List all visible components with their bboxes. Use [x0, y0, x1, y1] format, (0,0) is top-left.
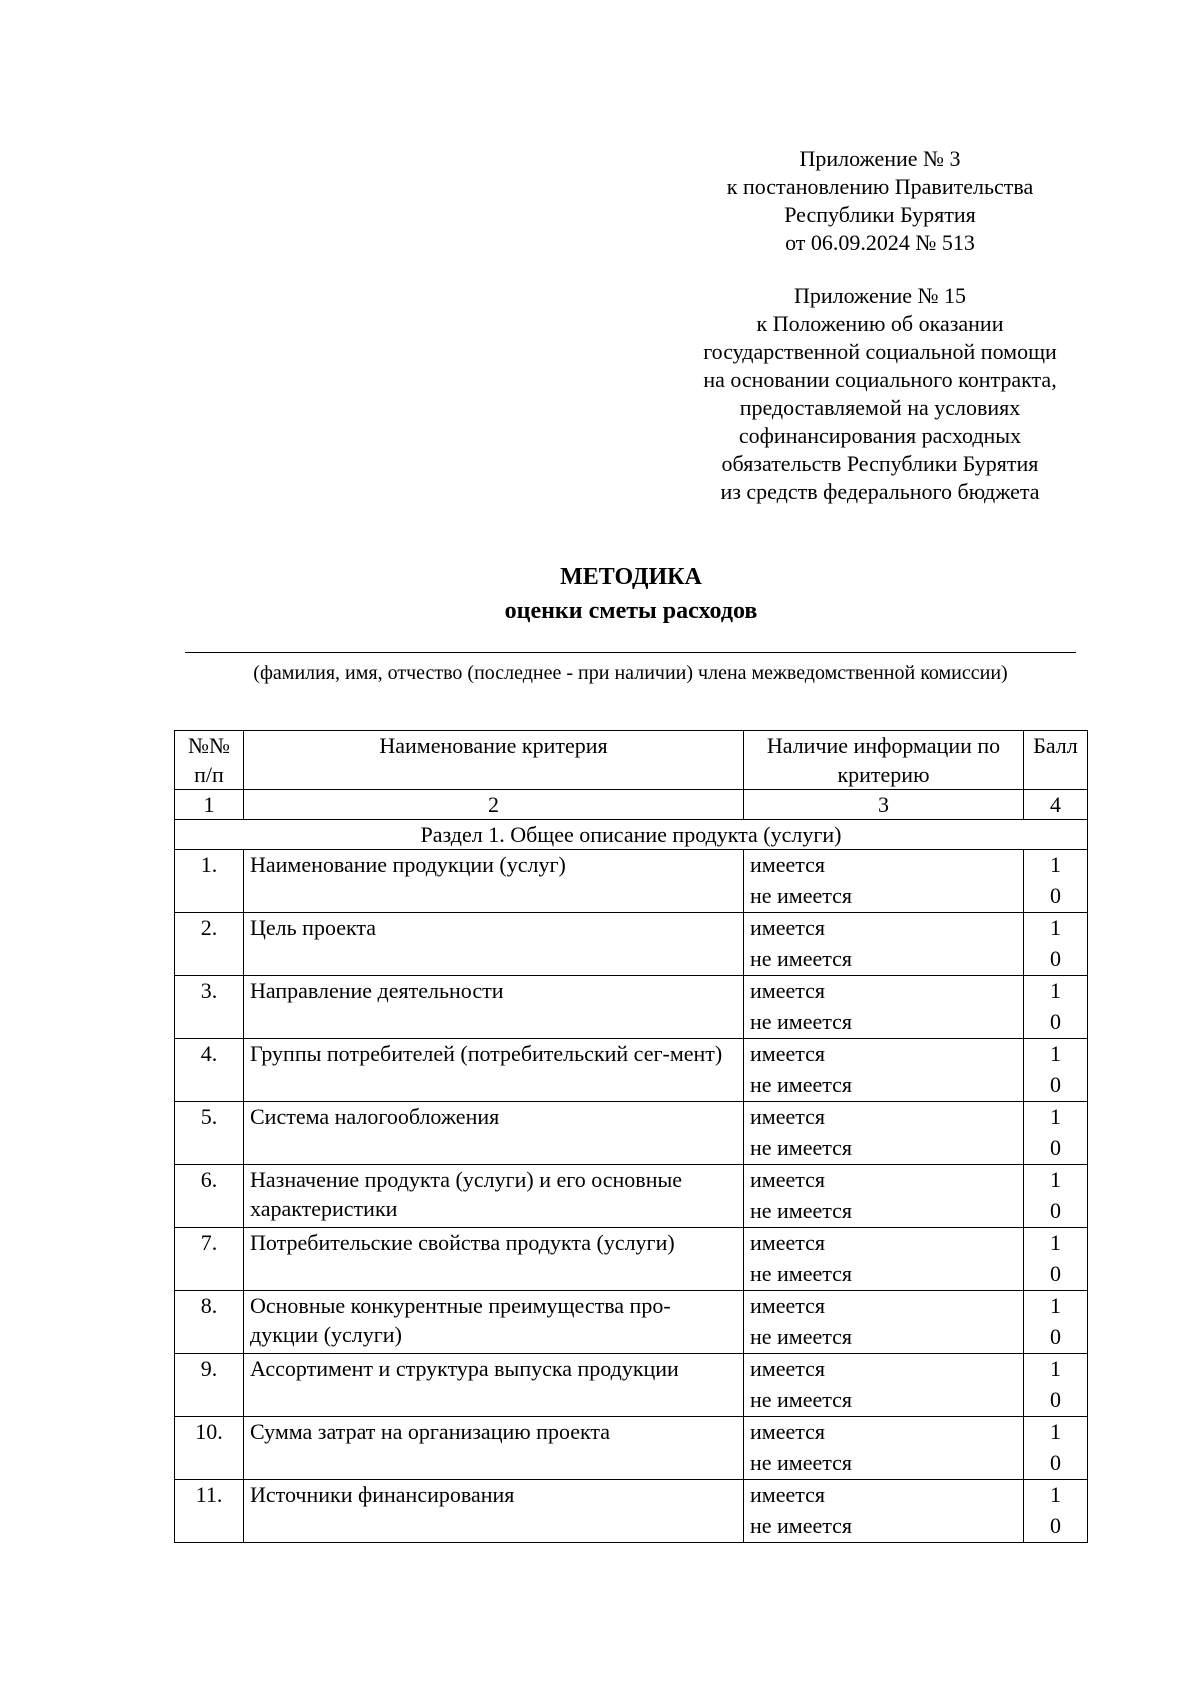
- info-options: [744, 850, 1024, 913]
- info-options: [744, 913, 1024, 976]
- section-title: Раздел 1. Общее описание продукта (услуги): [175, 820, 1088, 850]
- info-option: имеется: [750, 1356, 825, 1381]
- appendix-line: предоставляемой на условиях: [739, 395, 1021, 420]
- info-option: имеется: [750, 1167, 825, 1192]
- header-info: Наличие информации по критерию: [744, 731, 1024, 790]
- appendix-line: обязательств Республики Бурятия: [721, 451, 1039, 476]
- score-value: 0: [1050, 883, 1061, 908]
- table-row: [175, 1480, 1088, 1543]
- info-options: [744, 1354, 1024, 1417]
- score-value: 1: [1050, 1104, 1061, 1129]
- column-number: 3: [744, 790, 1024, 820]
- appendix-line: Республики Бурятия: [784, 202, 976, 227]
- score-values: [1024, 1102, 1088, 1165]
- appendix-line: из средств федерального бюджета: [720, 479, 1040, 504]
- appendix-line: от 06.09.2024 № 513: [785, 230, 975, 255]
- info-option: не имеется: [750, 1009, 853, 1034]
- score-value: 1: [1050, 1419, 1061, 1444]
- info-option: не имеется: [750, 946, 853, 971]
- info-option: не имеется: [750, 883, 853, 908]
- info-options: [744, 1039, 1024, 1102]
- info-options: [744, 1228, 1024, 1291]
- row-number: 2.: [175, 913, 244, 976]
- info-options: [744, 1102, 1024, 1165]
- row-number: 3.: [175, 976, 244, 1039]
- score-value: 1: [1050, 1167, 1061, 1192]
- criterion-name: Направление деятельности: [244, 976, 744, 1039]
- table-row: [175, 1354, 1088, 1417]
- info-option: не имеется: [750, 1324, 853, 1349]
- score-value: 0: [1050, 1009, 1061, 1034]
- info-option: не имеется: [750, 1387, 853, 1412]
- score-value: 0: [1050, 1513, 1061, 1538]
- document-subtitle: оценки сметы расходов: [504, 598, 758, 624]
- score-value: 1: [1050, 1230, 1061, 1255]
- table-row: [175, 1165, 1088, 1228]
- info-option: не имеется: [750, 1513, 853, 1538]
- score-value: 0: [1050, 1135, 1061, 1160]
- score-values: [1024, 976, 1088, 1039]
- score-value: 0: [1050, 1450, 1061, 1475]
- appendix-reference-1: [660, 145, 1100, 257]
- info-option: имеется: [750, 1482, 825, 1507]
- score-values: [1024, 1228, 1088, 1291]
- score-values: [1024, 1291, 1088, 1354]
- criterion-name: Назначение продукта (услуги) и его основные характеристики: [244, 1165, 744, 1228]
- score-value: 1: [1050, 1356, 1061, 1381]
- info-options: [744, 1165, 1024, 1228]
- score-value: 1: [1050, 978, 1061, 1003]
- table-row: [175, 1039, 1088, 1102]
- score-value: 1: [1050, 1482, 1061, 1507]
- info-option: имеется: [750, 915, 825, 940]
- score-value: 0: [1050, 1261, 1061, 1286]
- criterion-name: Потребительские свойства продукта (услуги): [244, 1228, 744, 1291]
- score-values: [1024, 1354, 1088, 1417]
- table-row: [175, 1228, 1088, 1291]
- signature-line: [185, 652, 1076, 653]
- row-number: 5.: [175, 1102, 244, 1165]
- document-title: МЕТОДИКА: [560, 564, 702, 590]
- info-option: не имеется: [750, 1135, 853, 1160]
- table-row: [175, 1291, 1088, 1354]
- info-option: имеется: [750, 852, 825, 877]
- appendix-line: Приложение № 3: [799, 146, 961, 171]
- score-values: [1024, 913, 1088, 976]
- score-value: 0: [1050, 1198, 1061, 1223]
- appendix-line: софинансирования расходных: [738, 423, 1022, 448]
- table-row: [175, 850, 1088, 913]
- criterion-name: Источники финансирования: [244, 1480, 744, 1543]
- info-option: имеется: [750, 978, 825, 1003]
- row-number: 6.: [175, 1165, 244, 1228]
- criteria-table: [174, 730, 1088, 1543]
- criterion-name: Цель проекта: [244, 913, 744, 976]
- appendix-line: государственной социальной помощи: [703, 339, 1057, 364]
- info-options: [744, 1417, 1024, 1480]
- score-values: [1024, 850, 1088, 913]
- criterion-name: Наименование продукции (услуг): [244, 850, 744, 913]
- criterion-name: Ассортимент и структура выпуска продукции: [244, 1354, 744, 1417]
- info-option: не имеется: [750, 1198, 853, 1223]
- row-number: 9.: [175, 1354, 244, 1417]
- header-score: Балл: [1024, 731, 1088, 790]
- info-option: имеется: [750, 1230, 825, 1255]
- row-number: 10.: [175, 1417, 244, 1480]
- info-option: имеется: [750, 1041, 825, 1066]
- header-num: №№ п/п: [175, 731, 244, 790]
- info-option: не имеется: [750, 1261, 853, 1286]
- score-value: 0: [1050, 1324, 1061, 1349]
- column-number: 4: [1024, 790, 1088, 820]
- row-number: 1.: [175, 850, 244, 913]
- appendix-line: к Положению об оказании: [756, 311, 1004, 336]
- row-number: 4.: [175, 1039, 244, 1102]
- info-options: [744, 976, 1024, 1039]
- criterion-name: Система налогообложения: [244, 1102, 744, 1165]
- column-number: 2: [244, 790, 744, 820]
- score-value: 1: [1050, 1041, 1061, 1066]
- table-row: [175, 913, 1088, 976]
- score-value: 1: [1050, 915, 1061, 940]
- appendix-line: Приложение № 15: [793, 283, 967, 308]
- score-value: 0: [1050, 1387, 1061, 1412]
- table-row: [175, 1417, 1088, 1480]
- table-row: [175, 976, 1088, 1039]
- column-number-row: [175, 790, 1088, 820]
- header-criterion: Наименование критерия: [244, 731, 744, 790]
- criterion-name: Основные конкурентные преимущества про-дукции (услуги): [244, 1291, 744, 1354]
- appendix-reference-2: [660, 282, 1100, 506]
- score-value: 1: [1050, 1293, 1061, 1318]
- section-row: [175, 820, 1088, 850]
- row-number: 7.: [175, 1228, 244, 1291]
- info-option: имеется: [750, 1419, 825, 1444]
- score-values: [1024, 1039, 1088, 1102]
- info-options: [744, 1291, 1024, 1354]
- criterion-name: Сумма затрат на организацию проекта: [244, 1417, 744, 1480]
- info-option: имеется: [750, 1104, 825, 1129]
- score-value: 1: [1050, 852, 1061, 877]
- score-values: [1024, 1480, 1088, 1543]
- info-option: не имеется: [750, 1072, 853, 1097]
- info-option: не имеется: [750, 1450, 853, 1475]
- table-header-row: [175, 731, 1088, 790]
- appendix-line: на основании социального контракта,: [703, 367, 1057, 392]
- column-number: 1: [175, 790, 244, 820]
- score-values: [1024, 1165, 1088, 1228]
- info-options: [744, 1480, 1024, 1543]
- signature-caption: (фамилия, имя, отчество (последнее - при наличии) члена межведомственной комиссии): [253, 662, 1008, 684]
- table-row: [175, 1102, 1088, 1165]
- score-value: 0: [1050, 1072, 1061, 1097]
- info-option: имеется: [750, 1293, 825, 1318]
- row-number: 8.: [175, 1291, 244, 1354]
- criterion-name: Группы потребителей (потребительский сег-мент): [244, 1039, 744, 1102]
- row-number: 11.: [175, 1480, 244, 1543]
- score-value: 0: [1050, 946, 1061, 971]
- score-values: [1024, 1417, 1088, 1480]
- appendix-line: к постановлению Правительства: [726, 174, 1034, 199]
